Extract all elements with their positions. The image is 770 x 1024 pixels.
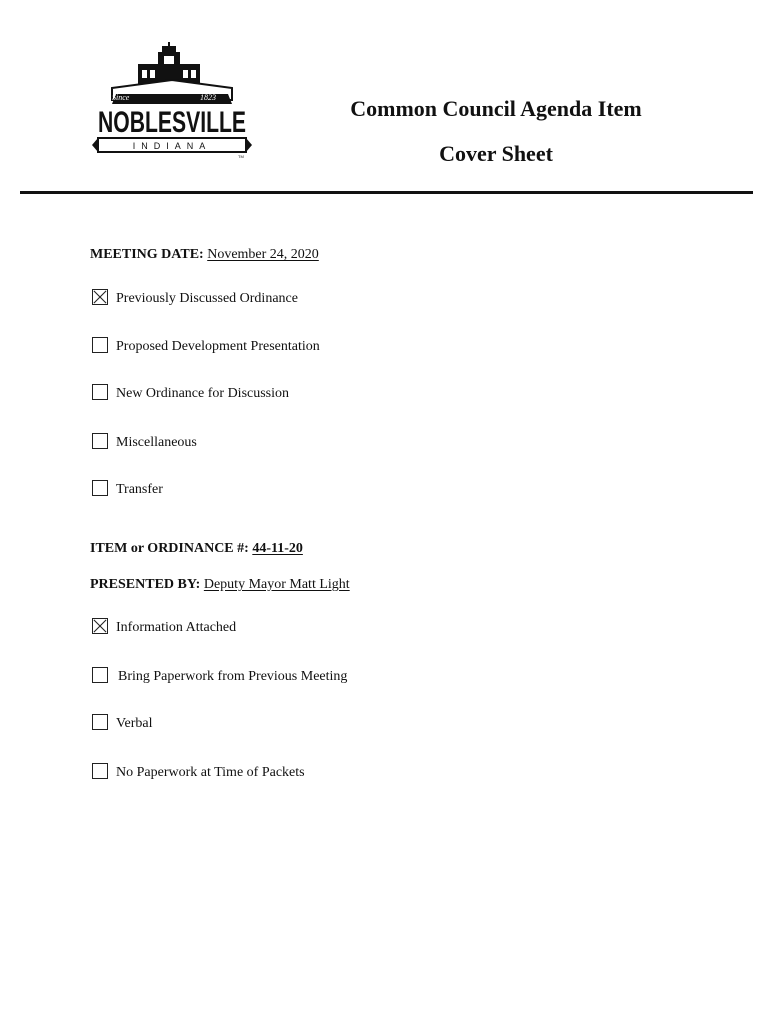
logo-year-text: 1823 — [200, 93, 216, 102]
checkbox-row-bring-paperwork[interactable] — [92, 667, 347, 687]
page-title: Common Council Agenda Item — [350, 96, 642, 121]
logo-tm-mark: TM — [238, 154, 244, 159]
checkbox-label: Bring Paperwork from Previous Meeting — [118, 669, 348, 684]
checkbox-row-transfer[interactable] — [92, 480, 163, 500]
checkbox-empty-icon[interactable] — [92, 763, 108, 779]
checkbox-label: Transfer — [116, 482, 163, 497]
ordinance-number-value: 44-11-20 — [252, 541, 303, 556]
presented-by-field — [90, 576, 350, 594]
checkbox-label: Proposed Development Presentation — [116, 339, 320, 354]
checkbox-row-miscellaneous[interactable] — [92, 433, 197, 453]
checkbox-empty-icon[interactable] — [92, 480, 108, 496]
logo-state-name: INDIANA — [132, 141, 212, 151]
checkbox-empty-icon[interactable] — [92, 667, 108, 683]
checkbox-empty-icon[interactable] — [92, 714, 108, 730]
header-divider — [20, 191, 753, 194]
checkbox-checked-icon[interactable] — [92, 289, 108, 305]
checkbox-empty-icon[interactable] — [92, 337, 108, 353]
checkbox-empty-icon[interactable] — [92, 433, 108, 449]
checkbox-label: No Paperwork at Time of Packets — [116, 765, 305, 780]
checkbox-label: Verbal — [116, 716, 153, 731]
checkbox-checked-icon[interactable] — [92, 618, 108, 634]
ordinance-number-field — [90, 540, 303, 558]
ordinance-number-label: ITEM or ORDINANCE #: — [90, 541, 249, 556]
presented-by-value: Deputy Mayor Matt Light — [203, 577, 350, 592]
checkbox-label: Miscellaneous — [116, 435, 197, 450]
meeting-date-field — [90, 246, 319, 264]
checkbox-empty-icon[interactable] — [92, 384, 108, 400]
checkbox-row-previously-discussed[interactable] — [92, 289, 298, 309]
checkbox-label: Previously Discussed Ordinance — [116, 291, 298, 306]
checkbox-row-information-attached[interactable] — [92, 618, 236, 638]
meeting-date-value: November 24, 2020 — [207, 247, 319, 262]
checkbox-row-proposed-development[interactable] — [92, 337, 320, 357]
logo-city-name: NOBLESVILLE — [98, 106, 246, 139]
checkbox-label: New Ordinance for Discussion — [116, 386, 290, 401]
checkbox-label: Information Attached — [116, 620, 237, 635]
checkbox-row-verbal[interactable] — [92, 714, 153, 734]
logo-since-text: Since — [112, 93, 130, 102]
checkbox-row-new-ordinance[interactable] — [92, 384, 289, 404]
noblesville-logo — [92, 40, 252, 158]
presented-by-label: PRESENTED BY: — [90, 577, 201, 592]
city-hall-emblem — [92, 40, 252, 158]
meeting-date-label: MEETING DATE: — [90, 247, 204, 262]
checkbox-row-no-paperwork[interactable] — [92, 763, 305, 783]
page-subtitle: Cover Sheet — [439, 141, 553, 166]
